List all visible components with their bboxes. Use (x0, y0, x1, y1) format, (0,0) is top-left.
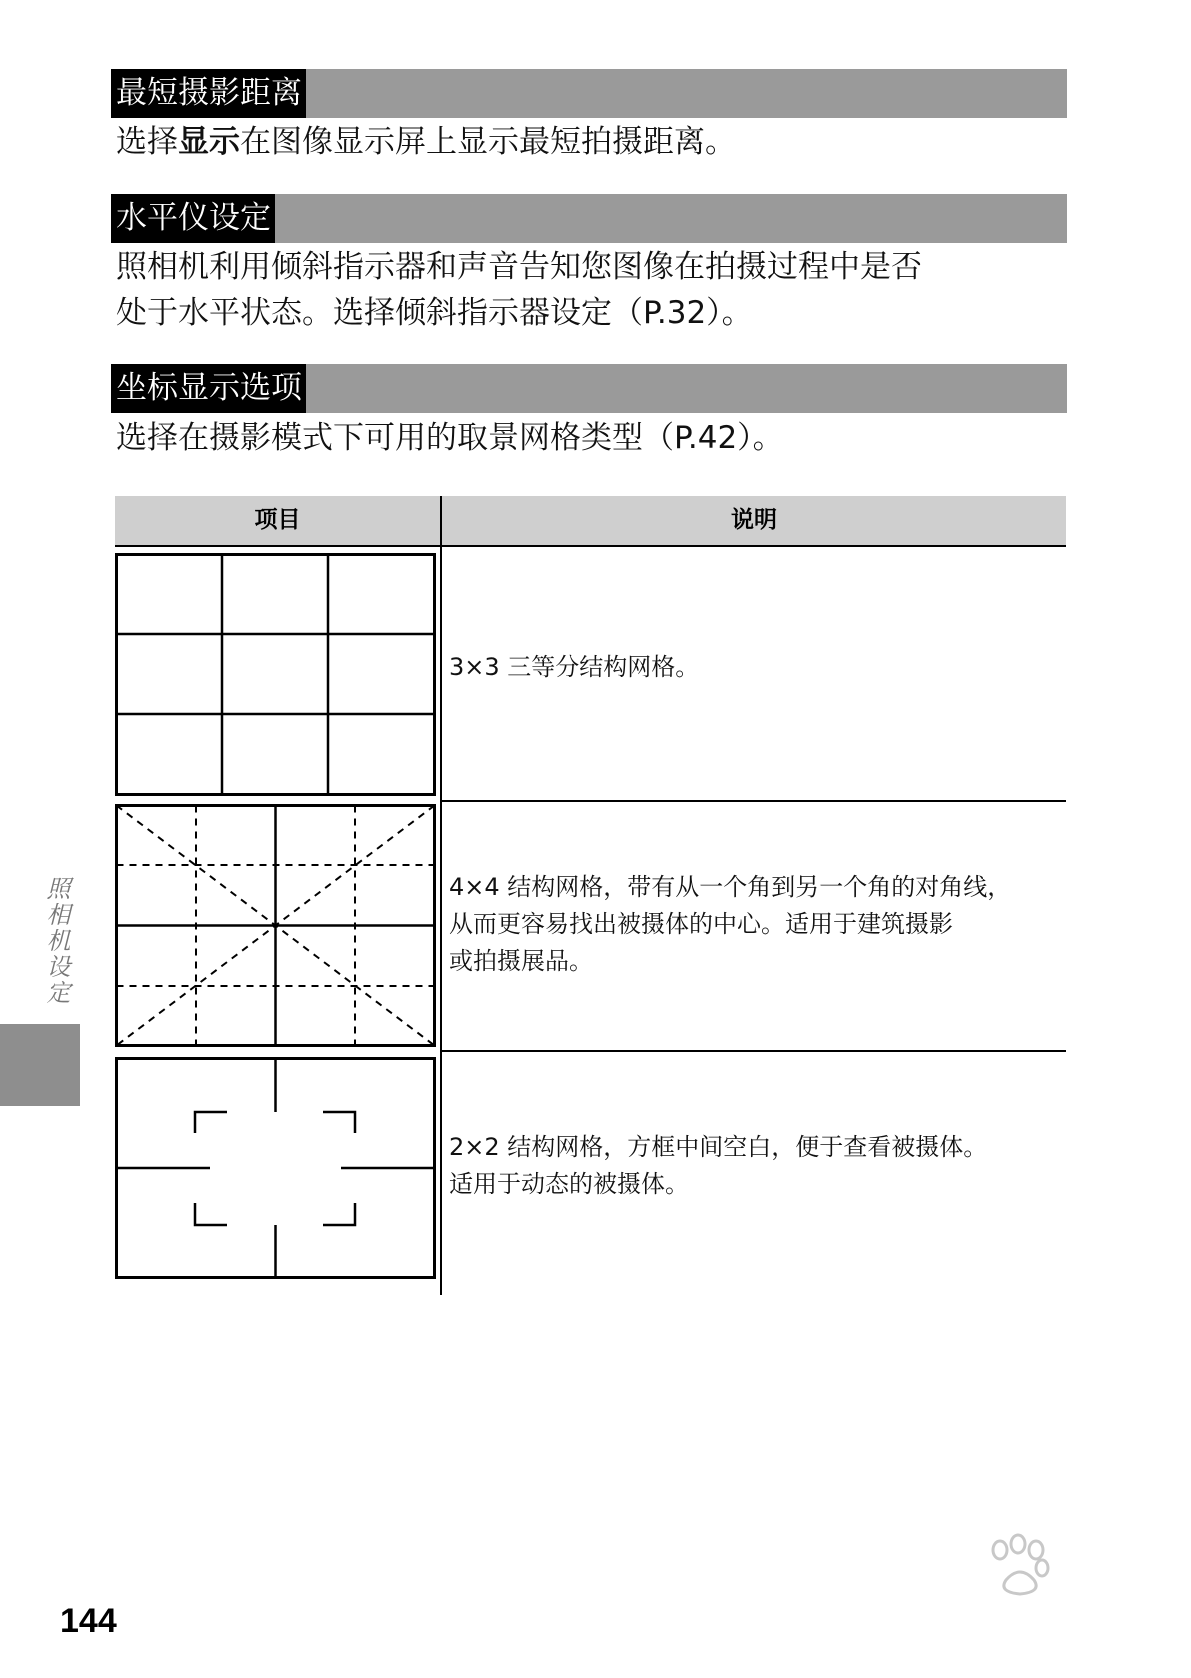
row-description: 2×2 结构网格，方框中间空白，便于查看被摄体。 (449, 1133, 988, 1161)
table-row-divider (440, 800, 1066, 802)
table-column-divider (440, 496, 442, 1295)
section-title: 水平仪设定 (111, 194, 275, 243)
side-chapter-label: 照相机设定 (42, 876, 70, 1006)
row-description: 3×3 三等分结构网格。 (449, 653, 700, 681)
section-body-level-line2: 处于水平状态。选择倾斜指示器设定（P.32）。 (116, 295, 753, 331)
section-header-min-distance (111, 69, 1067, 118)
table-header (115, 496, 1066, 547)
baidu-jingyan-watermark (856, 1528, 1146, 1652)
row-description: 或拍摄展品。 (449, 947, 593, 975)
row-description: 适用于动态的被摄体。 (449, 1170, 689, 1198)
row-description: 从而更容易找出被摄体的中心。适用于建筑摄影 (449, 910, 953, 938)
section-header-grid-options (111, 364, 1067, 413)
column-header-description: 说明 (731, 507, 777, 533)
side-chapter-tab (0, 1024, 80, 1106)
section-header-level-setting (111, 194, 1067, 243)
column-header-item: 项目 (254, 507, 301, 533)
table-row-divider (440, 1050, 1066, 1052)
grid-3x3-illustration (115, 553, 436, 796)
row-description: 4×4 结构网格，带有从一个角到另一个角的对角线， (449, 873, 1012, 901)
baidu-paw-logo-icon (856, 1528, 1146, 1652)
page-number: 144 (60, 1602, 117, 1640)
section-body-min-distance: 选择显示在图像显示屏上显示最短拍摄距离。 (116, 124, 736, 160)
section-body-level-line1: 照相机利用倾斜指示器和声音告知您图像在拍摄过程中是否 (116, 249, 922, 285)
section-title: 坐标显示选项 (111, 364, 306, 413)
section-title: 最短摄影距离 (111, 69, 306, 118)
grid-2x2-center-frame-illustration (115, 1057, 436, 1281)
grid-4x4-diagonal-illustration (115, 804, 436, 1047)
section-body-grid-options: 选择在摄影模式下可用的取景网格类型（P.42）。 (116, 420, 784, 456)
